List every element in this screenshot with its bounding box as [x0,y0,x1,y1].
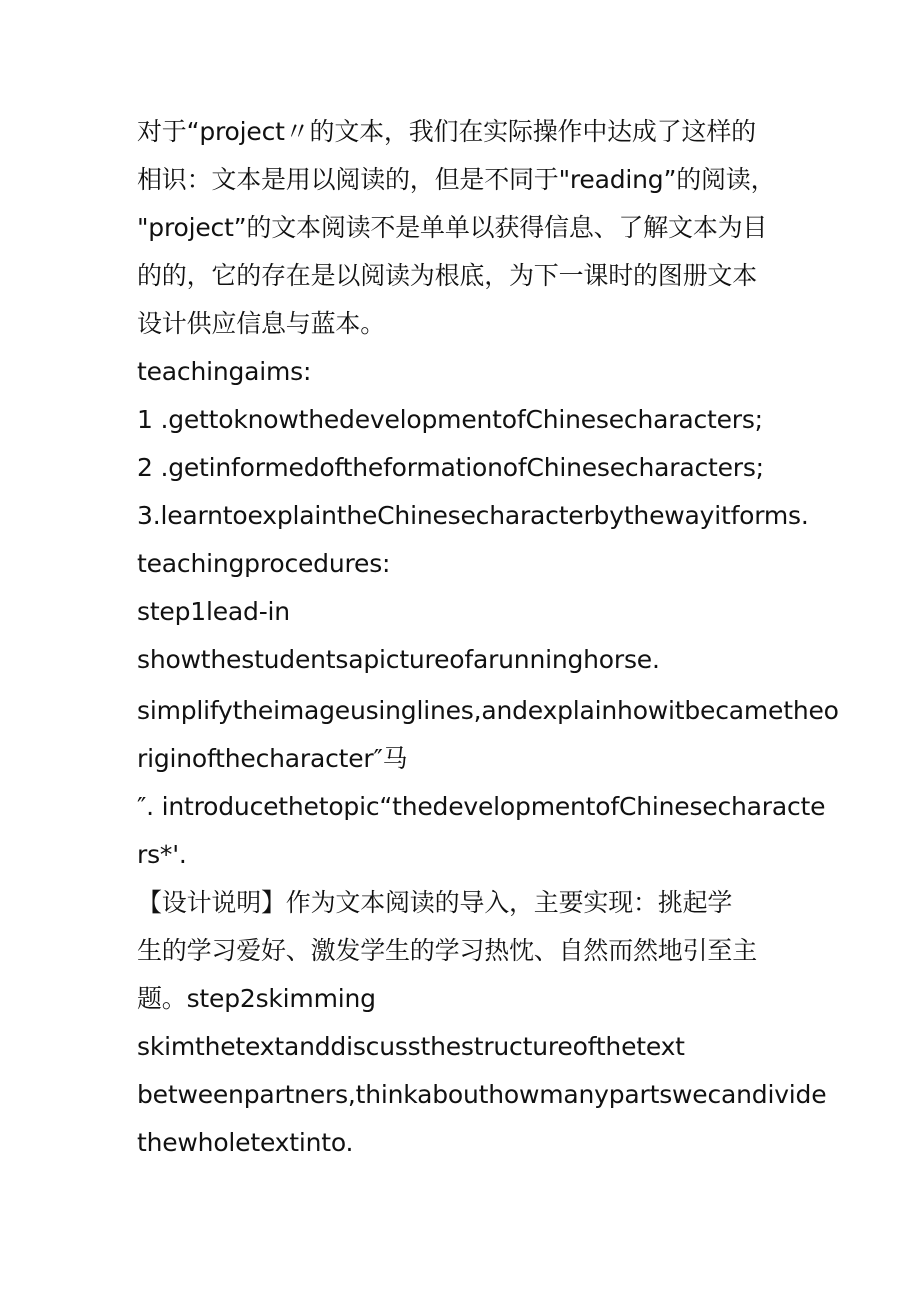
step2-line-1: skimthetextanddiscussthestructureofthetext [137,1032,685,1061]
step1-line-3: riginofthecharacter″马 [137,744,408,773]
paragraph-line-4: 的的，它的存在是以阅读为根底，为下一课时的图册文本 [137,261,758,290]
teaching-aims-heading: teachingaims: [137,357,312,386]
aim-item-3: 3.learntoexplaintheChinesecharacterbythewayitforms. [137,501,809,530]
design-note-line-2: 生的学习爱好、激发学生的学习热忱、自然而然地引至主 [137,936,758,965]
paragraph-line-3: "project”的文本阅读不是单单以获得信息、了解文本为目 [137,213,768,242]
teaching-procedures-heading: teachingprocedures: [137,549,391,578]
aim-item-2: 2 .getinformedoftheformationofChinesecharacters; [137,453,764,482]
step1-heading: step1lead-in [137,597,290,626]
paragraph-line-5: 设计供应信息与蓝本。 [137,309,386,338]
paragraph-line-2: 相识：文本是用以阅读的，但是不同于"reading”的阅读， [137,165,776,194]
step1-line-4: ″. introducethetopic“thedevelopmentofChinesecharacte [137,792,826,821]
aim-item-1: 1 .gettoknowthedevelopmentofChinesecharacters; [137,405,763,434]
step1-line-1: showthestudentsapictureofarunninghorse. [137,645,660,674]
step2-line-3: thewholetextinto. [137,1128,354,1157]
design-note-line-3: 题。step2skimming [137,984,376,1013]
design-note-line-1: 【设计说明】作为文本阅读的导入，主要实现：挑起学 [137,888,733,917]
step1-line-2: simplifytheimageusinglines,andexplainhowitbecametheo [137,696,839,725]
document-body [137,108,839,1167]
paragraph-line-1: 对于“project〃的文本，我们在实际操作中达成了这样的 [137,117,756,146]
step2-line-2: betweenpartners,thinkabouthowmanypartswecandivide [137,1080,827,1109]
step1-line-5: rs*'. [137,840,187,869]
